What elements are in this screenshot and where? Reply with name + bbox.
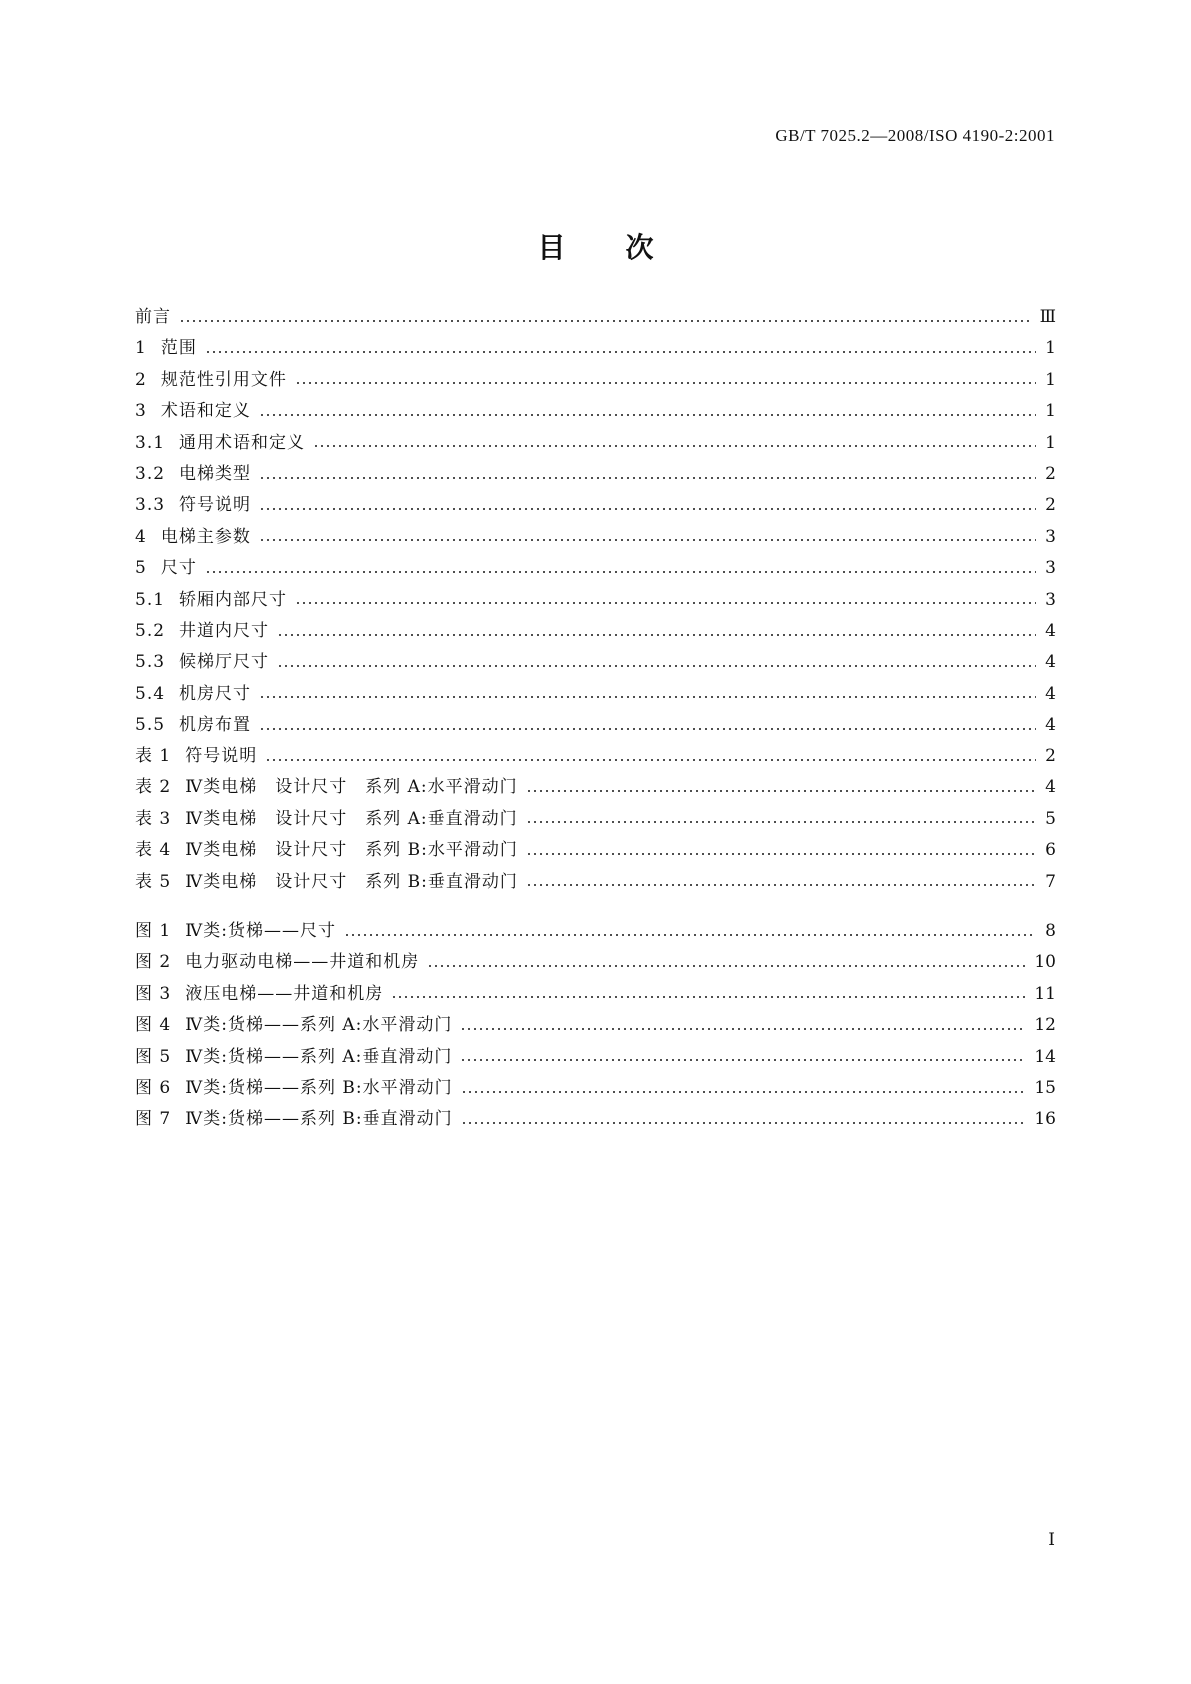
toc-section-row[interactable] — [135, 679, 1056, 710]
toc-section-row[interactable] — [135, 710, 1056, 741]
toc-entry-label — [135, 916, 344, 947]
dot-leader — [205, 571, 1036, 573]
toc-entry-label — [135, 867, 526, 898]
dot-leader — [526, 884, 1036, 886]
toc-entry-label — [135, 804, 526, 835]
toc-entry-label — [135, 616, 277, 647]
toc-entry-label — [135, 947, 427, 978]
toc-entry-number: 表 3 — [135, 808, 172, 829]
toc-entry-label — [135, 979, 391, 1010]
toc-section-row[interactable] — [135, 365, 1056, 396]
toc-entry-title: Ⅳ类:货梯——系列 A:垂直滑动门 — [185, 1046, 453, 1067]
toc-figure-row[interactable] — [135, 1073, 1056, 1104]
toc-entry-label — [135, 459, 259, 490]
toc-entry-number: 5.4 — [135, 683, 166, 704]
page-title: 目次 — [537, 231, 714, 264]
toc-entry-label — [135, 490, 259, 521]
toc-entry-page: 1 — [1045, 401, 1056, 422]
dot-leader — [526, 821, 1036, 823]
toc-entry-page: 1 — [1045, 369, 1056, 390]
toc-entry-number: 4 — [135, 526, 147, 547]
toc-section-row[interactable] — [135, 647, 1056, 678]
toc-table-row[interactable] — [135, 835, 1056, 866]
toc-entry-label — [135, 835, 526, 866]
toc-figure-row[interactable] — [135, 979, 1056, 1010]
toc-figure-row[interactable] — [135, 1010, 1056, 1041]
toc-entry-number: 5.3 — [135, 652, 166, 673]
toc-entry-page: 1 — [1045, 432, 1056, 453]
toc-entry-number: 5.5 — [135, 715, 166, 736]
toc-entry-title: 范围 — [160, 338, 197, 359]
toc-entry-title: 前言 — [135, 307, 171, 327]
toc-entry-label — [135, 302, 179, 333]
toc-entry-title: Ⅳ类电梯 设计尺寸 系列 A:水平滑动门 — [185, 777, 518, 798]
toc-entry-number: 5 — [135, 558, 147, 579]
toc-entry-label — [135, 585, 295, 616]
toc-entry-number: 1 — [135, 338, 147, 359]
toc-entry-number: 5.2 — [135, 620, 166, 641]
toc-entry-title: 术语和定义 — [160, 401, 251, 422]
toc-entry-label — [135, 679, 259, 710]
dot-leader — [461, 1091, 1027, 1093]
dot-leader — [461, 1122, 1027, 1124]
toc-entry-page: 2 — [1045, 495, 1056, 516]
toc-entry-page: 4 — [1045, 652, 1056, 673]
toc-entry-title: 符号说明 — [179, 495, 252, 516]
dot-leader — [259, 728, 1036, 730]
toc-entry-page: 15 — [1034, 1077, 1056, 1098]
dot-leader — [259, 539, 1036, 541]
toc-entry-title: Ⅳ类:货梯——系列 A:水平滑动门 — [185, 1015, 453, 1036]
toc-section-row[interactable] — [135, 585, 1056, 616]
toc-entry-label — [135, 333, 205, 364]
toc-entry-title: 电力驱动电梯——井道和机房 — [185, 952, 420, 973]
dot-leader — [344, 934, 1036, 936]
toc-table-row[interactable] — [135, 804, 1056, 835]
toc-section-row[interactable] — [135, 616, 1056, 647]
toc-entry-label — [135, 522, 259, 553]
toc-entry-label — [135, 647, 277, 678]
toc-entry-page: 3 — [1045, 589, 1056, 610]
toc-section-row[interactable] — [135, 428, 1056, 459]
toc-entry-page: 6 — [1045, 840, 1056, 861]
toc-entry-label — [135, 396, 259, 427]
toc-entry-page: 8 — [1045, 921, 1056, 941]
dot-leader — [259, 508, 1036, 510]
toc-table-row[interactable] — [135, 867, 1056, 898]
toc-sections — [135, 302, 1056, 741]
dot-leader — [295, 602, 1036, 604]
toc-entry-number: 图 5 — [135, 1046, 172, 1067]
toc-entry-number: 图 7 — [135, 1109, 172, 1130]
dot-leader — [259, 414, 1036, 416]
toc-section-row[interactable] — [135, 553, 1056, 584]
standard-code: GB/T 7025.2—2008/ISO 4190-2:2001 — [775, 126, 1055, 145]
toc-figures — [135, 916, 1056, 1136]
toc-entry-number: 表 5 — [135, 871, 172, 892]
toc-entry-number: 2 — [135, 369, 147, 390]
dot-leader — [277, 665, 1036, 667]
toc-section-row[interactable] — [135, 490, 1056, 521]
toc-entry-number: 3.2 — [135, 463, 166, 484]
toc-entry-title: Ⅳ类:货梯——尺寸 — [185, 921, 336, 941]
toc-entry-title: 符号说明 — [185, 746, 258, 766]
dot-leader — [427, 965, 1026, 967]
dot-leader — [526, 853, 1036, 855]
toc-entry-title: 尺寸 — [160, 558, 197, 579]
dot-leader — [259, 477, 1036, 479]
toc-entry-page: 4 — [1045, 777, 1056, 798]
toc-entry-page: 2 — [1045, 746, 1056, 766]
page-number: Ⅰ — [1048, 1530, 1055, 1549]
toc-figure-row[interactable] — [135, 1104, 1056, 1135]
dot-leader — [460, 1059, 1026, 1061]
toc-entry-label — [135, 710, 259, 741]
toc-entry-page: 2 — [1045, 463, 1056, 484]
toc-entry-page: 3 — [1045, 558, 1056, 579]
toc-entry-title: Ⅳ类电梯 设计尺寸 系列 B:垂直滑动门 — [185, 871, 518, 892]
toc-entry-page: 3 — [1045, 526, 1056, 547]
toc-entry-title: 机房尺寸 — [179, 683, 252, 704]
toc-entry-page: 4 — [1045, 683, 1056, 704]
toc-entry-number: 表 2 — [135, 777, 172, 798]
toc-section-row[interactable] — [135, 333, 1056, 364]
toc-entry-title: 电梯类型 — [179, 463, 252, 484]
toc-entry-label — [135, 1104, 461, 1135]
dot-leader — [259, 696, 1036, 698]
toc-entry-label — [135, 741, 265, 772]
toc-entry-title: Ⅳ类:货梯——系列 B:垂直滑动门 — [185, 1109, 453, 1130]
toc-entry-label — [135, 365, 295, 396]
toc-entry-number: 3.1 — [135, 432, 166, 453]
toc-entry-page: 14 — [1034, 1046, 1056, 1067]
toc-table-row[interactable] — [135, 741, 1056, 772]
toc-entry-label — [135, 1010, 460, 1041]
toc-figure-row[interactable] — [135, 916, 1056, 947]
toc-entry-page: Ⅲ — [1039, 307, 1056, 327]
toc-entry-title: Ⅳ类电梯 设计尺寸 系列 A:垂直滑动门 — [185, 808, 518, 829]
toc-entry-title: Ⅳ类电梯 设计尺寸 系列 B:水平滑动门 — [185, 840, 518, 861]
toc-entry-number: 图 1 — [135, 921, 172, 941]
toc-entry-title: 液压电梯——井道和机房 — [185, 983, 384, 1004]
toc-entry-title: 机房布置 — [179, 715, 252, 736]
toc-entry-page: 4 — [1045, 715, 1056, 736]
toc-entry-number: 图 3 — [135, 983, 172, 1004]
toc-figure-row[interactable] — [135, 947, 1056, 978]
toc-entry-page: 10 — [1034, 952, 1056, 973]
toc-entry-label — [135, 428, 313, 459]
toc-entry-title: 候梯厅尺寸 — [179, 652, 270, 673]
toc-section-row[interactable] — [135, 522, 1056, 553]
toc-entry-title: 电梯主参数 — [160, 526, 251, 547]
toc-entry-page: 16 — [1034, 1109, 1056, 1130]
toc-table-row[interactable] — [135, 772, 1056, 803]
toc-entry-title: 轿厢内部尺寸 — [179, 589, 288, 610]
toc-entry-number: 图 6 — [135, 1077, 172, 1098]
toc-entry-number: 表 4 — [135, 840, 172, 861]
dot-leader — [277, 634, 1036, 636]
toc-section-row[interactable] — [135, 302, 1056, 333]
toc-entry-number: 图 4 — [135, 1015, 172, 1036]
dot-leader — [313, 445, 1036, 447]
dot-leader — [295, 382, 1036, 384]
toc-entry-number: 5.1 — [135, 589, 166, 610]
dot-leader — [205, 351, 1036, 353]
toc-entry-page: 4 — [1045, 620, 1056, 641]
toc-entry-label — [135, 772, 526, 803]
toc-entry-page: 1 — [1045, 338, 1056, 359]
toc-entry-page: 5 — [1045, 808, 1056, 829]
toc-entry-number: 表 1 — [135, 746, 172, 766]
toc-entry-title: 规范性引用文件 — [160, 369, 287, 390]
dot-leader — [460, 1028, 1026, 1030]
toc-entry-title: 井道内尺寸 — [179, 620, 270, 641]
toc-entry-number: 3 — [135, 401, 147, 422]
toc-entry-title: Ⅳ类:货梯——系列 B:水平滑动门 — [185, 1077, 453, 1098]
dot-leader — [265, 759, 1036, 761]
toc-entry-title: 通用术语和定义 — [179, 432, 306, 453]
toc-entry-label — [135, 553, 205, 584]
toc-entry-number: 图 2 — [135, 952, 172, 973]
dot-leader — [526, 790, 1036, 792]
toc-entry-label — [135, 1073, 461, 1104]
toc-section-row[interactable] — [135, 459, 1056, 490]
toc-tables — [135, 741, 1056, 898]
dot-leader — [179, 320, 1032, 322]
toc-entry-page: 12 — [1034, 1015, 1056, 1036]
toc-section-row[interactable] — [135, 396, 1056, 427]
dot-leader — [391, 996, 1026, 998]
toc-entry-number: 3.3 — [135, 495, 166, 516]
toc-entry-page: 7 — [1045, 871, 1056, 892]
toc-entry-label — [135, 1042, 460, 1073]
toc-figure-row[interactable] — [135, 1042, 1056, 1073]
toc-entry-page: 11 — [1034, 983, 1056, 1004]
